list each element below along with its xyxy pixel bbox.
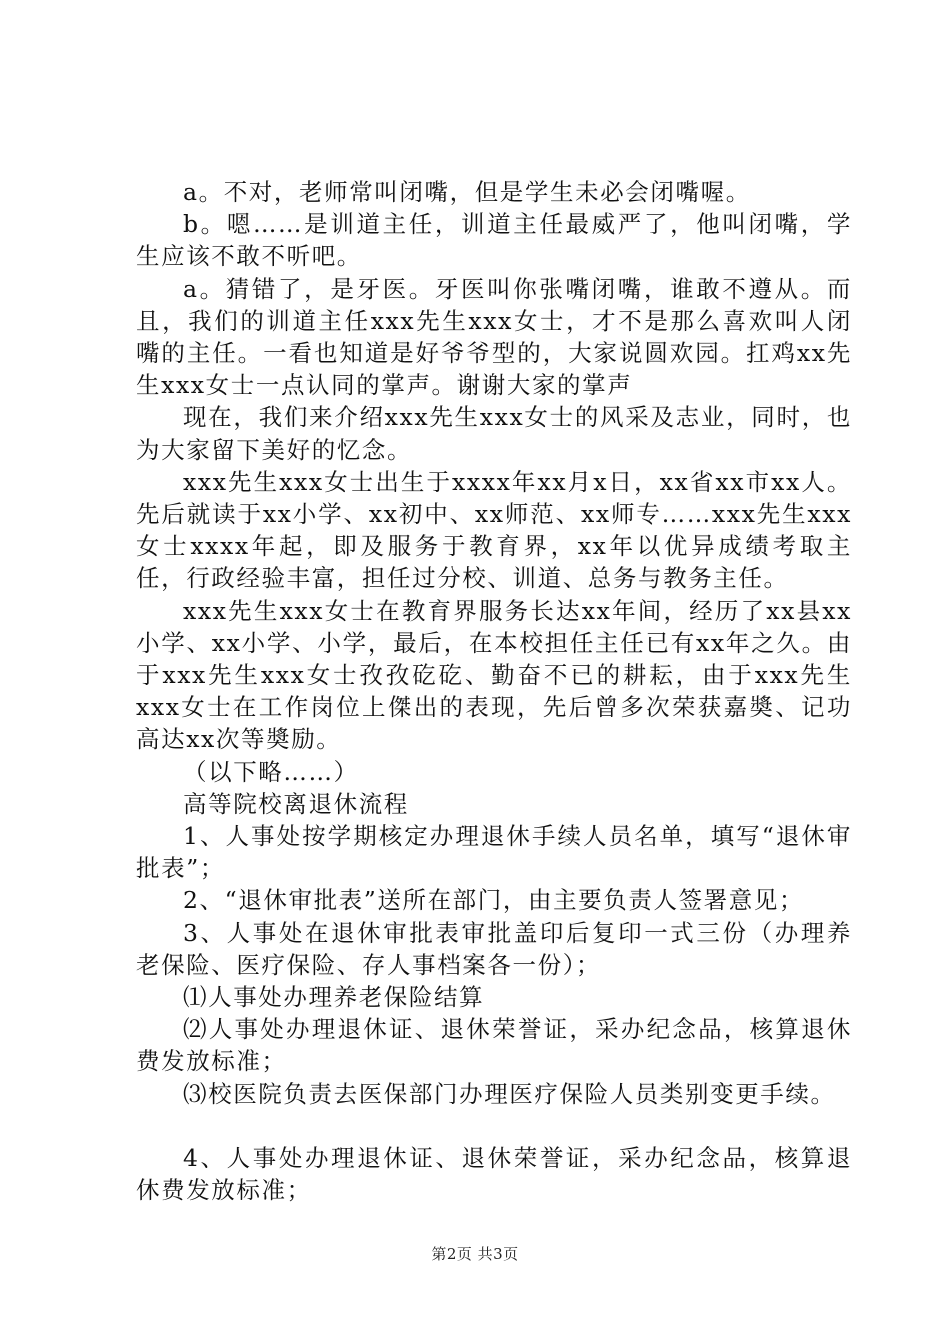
paragraph-omitted: （以下略……） (183, 757, 359, 786)
paragraph-dialogue-a-1: a。不对，老师常叫闭嘴，但是学生未必会闭嘴喔。 (183, 178, 751, 206)
substep-1: ⑴人事处办理养老保险结算 (183, 983, 485, 1012)
paragraph-biography: xxx先生xxx女士出生于xxxx年xx月x日，xx省xx市xx人。先后就读于xx小学、xx初中、xx师范、xx师专……xxx先生xxx女士xxxx年起，即及服务于教育界，xx年以优异成绩考取主任，行政经验丰富，担任过分校、训道、总务与教务主任。 (136, 467, 852, 593)
paragraph-dialogue-a-2: a。猜错了，是牙医。牙医叫你张嘴闭嘴，谁敢不遵从。而且，我们的训道主任xxx先生xxx女士，才不是那么喜欢叫人闭嘴的主任。一看也知道是好爷爷型的，大家说圆欢园。扛鸡xx先生xxx女士一点认同的掌声。谢谢大家的掌声 (136, 274, 852, 400)
step-2: 2、“退休审批表”送所在部门，由主要负责人签署意见； (183, 886, 805, 915)
step-1: 1、人事处按学期核定办理退休手续人员名单，填写“退休审批表”； (136, 822, 852, 883)
page-footer: 第2页 共3页 (431, 1245, 519, 1263)
document-body (136, 176, 852, 1206)
section-heading: 高等院校离退休流程 (183, 789, 409, 818)
step-3: 3、人事处在退休审批表审批盖印后复印一式三份（办理养老保险、医疗保险、存人事档案各一份）； (136, 918, 852, 979)
paragraph-career: xxx先生xxx女士在教育界服务长达xx年间，经历了xx县xx小学、xx小学、小学，最后，在本校担任主任已有xx年之久。由于xxx先生xxx女士孜孜矻矻、勤奋不已的耕耘，由于xxx先生xxx女士在工作岗位上傑出的表现，先后曾多次荣获嘉奬、记功高达xx次等奬励。 (136, 596, 852, 754)
paragraph-dialogue-b: b。嗯……是训道主任，训道主任最威严了，他叫闭嘴，学生应该不敢不听吧。 (136, 210, 852, 271)
substep-2: ⑵人事处办理退休证、退休荣誉证，采办纪念品，核算退休费发放标准； (136, 1015, 852, 1076)
step-4: 4、人事处办理退休证、退休荣誉证，采办纪念品，核算退休费发放标准； (136, 1143, 852, 1205)
substep-3: ⑶校医院负责去医保部门办理医疗保险人员类别变更手续。 (183, 1079, 836, 1108)
paragraph-introduction: 现在，我们来介绍xxx先生xxx女士的风采及志业，同时，也为大家留下美好的忆念。 (136, 403, 852, 464)
